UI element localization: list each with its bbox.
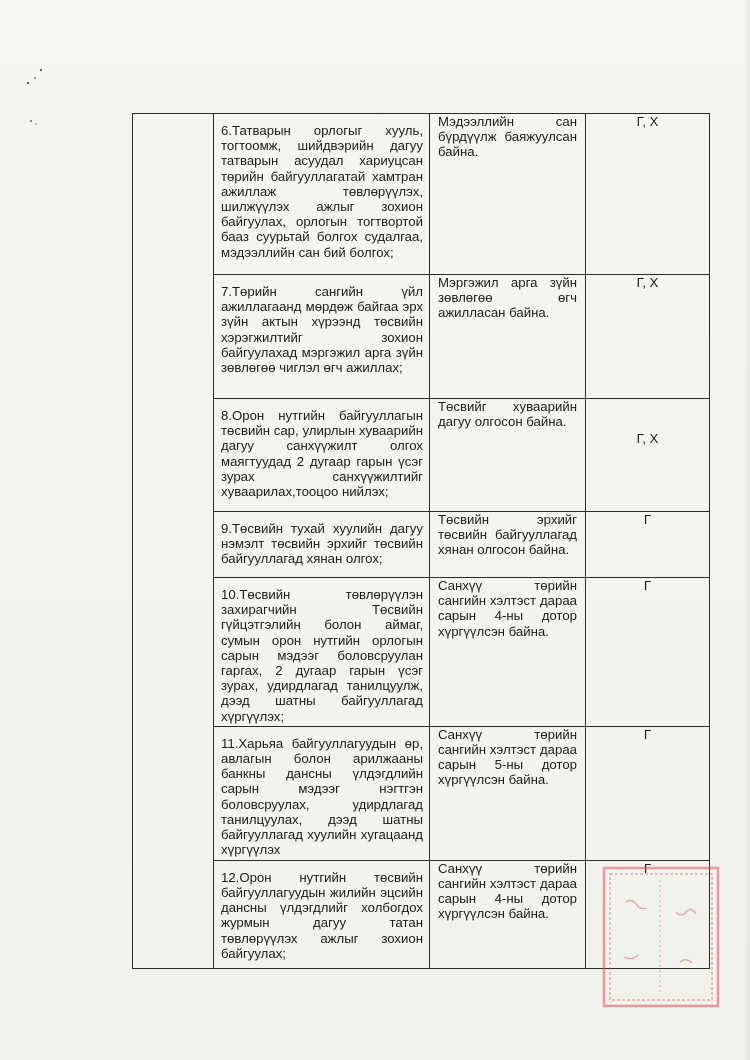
duty-text: 10.Төсвийн төвлөрүүлэн захирагчийн Төсвийн гүйцэтгэлийн болон аймаг, сумын орон нутгийн орлогын сарын мэдээг боловсруулан гаргах, 2 дугаар гарын үсэг зурах, удирдлагад танилцуулж, дээд шатны байгууллагад хүргүүлэх; bbox=[221, 587, 423, 724]
table-row bbox=[133, 860, 710, 968]
duty-cell bbox=[214, 399, 430, 512]
table-row bbox=[133, 512, 710, 578]
duty-text: 6.Татварын орлогыг хууль, тогтоомж, шийдвэрийн дагуу татварын асуудал хариуцсан төрийн байгууллагатай хамтран ажиллаж төвлөрүүлэх, шилжүүлэх ажлыг зохион байгуулах, орлогын тогтвортой баaз суурьтай болгох судалгаа, мэдээллийн сан бий болгох; bbox=[221, 123, 423, 260]
blank-column-cell bbox=[133, 114, 214, 969]
duty-text: 8.Орон нутгийн байгууллагын төсвийн сар, улирлын хуваарийн дагуу санхүүжилт олгох маягтуудад 2 дугаар гарын үсэг зурах санхүүжилтийг хуваарилах,тооцоо нийлэх; bbox=[221, 408, 423, 500]
scan-specks bbox=[0, 0, 120, 140]
code-text: Г bbox=[643, 726, 652, 742]
code-cell bbox=[586, 512, 710, 578]
table-row bbox=[133, 578, 710, 727]
result-text: Мэдээллийн сан бүрдүүлж баяжуулсан байна. bbox=[438, 114, 577, 160]
duty-text: 12.Орон нутгийн төсвийн байгууллагуудын жилийн эцсийн дансны үлдэгдлийг холбогдох журмын дагуу татан төвлөрүүлэх ажлыг зохион байгуулах; bbox=[221, 869, 423, 961]
code-text: Г bbox=[643, 578, 652, 593]
duty-cell bbox=[214, 114, 430, 275]
result-cell bbox=[430, 512, 586, 578]
result-text: Санхүү төрийн сангийн хэлтэст дараа сарын 5-ны дотор хүргүүлсэн байна. bbox=[438, 726, 577, 788]
code-cell bbox=[586, 275, 710, 399]
result-cell bbox=[430, 578, 586, 727]
result-cell bbox=[430, 275, 586, 399]
duty-cell bbox=[214, 860, 430, 968]
duty-cell bbox=[214, 512, 430, 578]
table-row bbox=[133, 726, 710, 860]
table-row bbox=[133, 114, 710, 275]
code-cell bbox=[586, 578, 710, 727]
table-row bbox=[133, 399, 710, 512]
code-text: Г bbox=[643, 512, 652, 527]
duty-cell bbox=[214, 578, 430, 727]
result-text: Төсвийн эрхийг төсвийн байгууллагад хянан олгосон байна. bbox=[438, 512, 577, 558]
result-text: Санхүү төрийн сангийн хэлтэст дараа сарын 4-ны дотор хүргүүлсэн байна. bbox=[438, 860, 577, 922]
result-text: Санхүү төрийн сангийн хэлтэст дараа сарын 4-ны дотор хүргүүлсэн байна. bbox=[438, 578, 577, 639]
result-cell bbox=[430, 726, 586, 860]
duty-cell bbox=[214, 275, 430, 399]
duty-text: 7.Төрийн сангийн үйл ажиллагаанд мөрдөж байгаа эрх зүйн актын хүрээнд төсвийн хэрэгжилтийг зохион байгуулахад мэргэжил арга зүйн зөвлөгөө чиглэл өгч ажиллах; bbox=[221, 284, 423, 376]
table-row bbox=[133, 275, 710, 399]
code-cell bbox=[586, 399, 710, 512]
duties-table bbox=[132, 113, 710, 969]
result-text: Төсвийг хуваарийн дагуу олгосон байна. bbox=[438, 399, 577, 430]
code-cell bbox=[586, 114, 710, 275]
result-cell bbox=[430, 399, 586, 512]
code-cell bbox=[586, 860, 710, 968]
code-text: Г bbox=[643, 860, 652, 876]
code-text: Г, Х bbox=[636, 114, 659, 129]
duty-text: 9.Төсвийн тухай хуулийн дагуу нэмэлт төсвийн эрхийг төсвийн байгууллагад хянан олгох; bbox=[221, 521, 423, 567]
result-cell bbox=[430, 114, 586, 275]
code-text: Г, Х bbox=[636, 431, 659, 446]
duty-text: 11.Харьяа байгууллагуудын өр, авлагын болон арилжааны банкны дансны үлдэгдлийн сарын мэдээг нэгтгэн боловсруулах, удирдлагад танилцуулах, дээд шатны байгууллагад хуулийн хугацаанд хүргүүлэх bbox=[221, 735, 423, 858]
code-text: Г, Х bbox=[636, 275, 659, 290]
code-cell bbox=[586, 726, 710, 860]
result-text: Мэргэжил арга зүйн зөвлөгөө өгч ажилласан байна. bbox=[438, 275, 577, 321]
duty-cell bbox=[214, 726, 430, 860]
result-cell bbox=[430, 860, 586, 968]
page-edge bbox=[744, 0, 750, 1060]
